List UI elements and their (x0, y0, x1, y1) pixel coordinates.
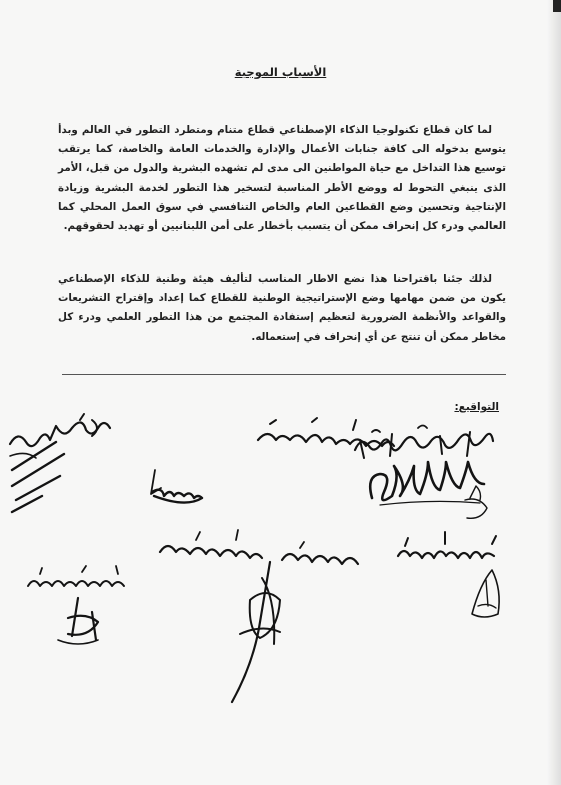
signature-3 (10, 414, 110, 512)
paragraph-proposal: لذلك جئنا باقتراحنا هذا نضع الاطار المناسب لتأليف هيئة وطنية للذكاء الإصطناعي يكون من ضمن مهامها وضع الإستراتيجية الوطنية للقطاع كما إعداد وإقتراح التشريعات والقواعد والأنظمة الضرورية لتعظيم إستفادة المجتمع من هذا التطور العلمي ودرء كل مخاطر ممكن أن تنتج عن أي إنحراف في إستعماله. (58, 273, 506, 343)
document-title: الأسباب الموجبة (234, 65, 327, 79)
signature-2 (151, 418, 394, 503)
signature-1 (355, 426, 493, 519)
paragraph-reasons: لما كان قطاع تكنولوجيا الذكاء الإصطناعي قطاع متنام ومتطرد التطور في العالم وبدأ يتوسع بدخوله الى كافة جنابات الأعمال والإدارة والخدمات العامة والخاصة، كما يرتقب توسيع هذا التداخل مع حياة المواطنين الى مدى لم تشهده البشرية والدول من قبل، الأمر الذى ينبغي التحوط له ووضع الأطر المناسبة لتسخير هذا التطور لخدمة البشرية وزيادة الإنتاجية وتحسين وضع القطاعين العام والخاص التنافسي في سوق العمل المحلي كما العالمي ودرء كل إنحراف ممكن أن يتسبب بأخطار على أمن اللبنانيين أو تهديد لحقوقهم. (58, 124, 506, 233)
signatures-label: التواقيع: (454, 401, 499, 413)
signature-6 (28, 566, 124, 644)
signature-4 (398, 532, 499, 617)
signature-5 (160, 530, 358, 702)
